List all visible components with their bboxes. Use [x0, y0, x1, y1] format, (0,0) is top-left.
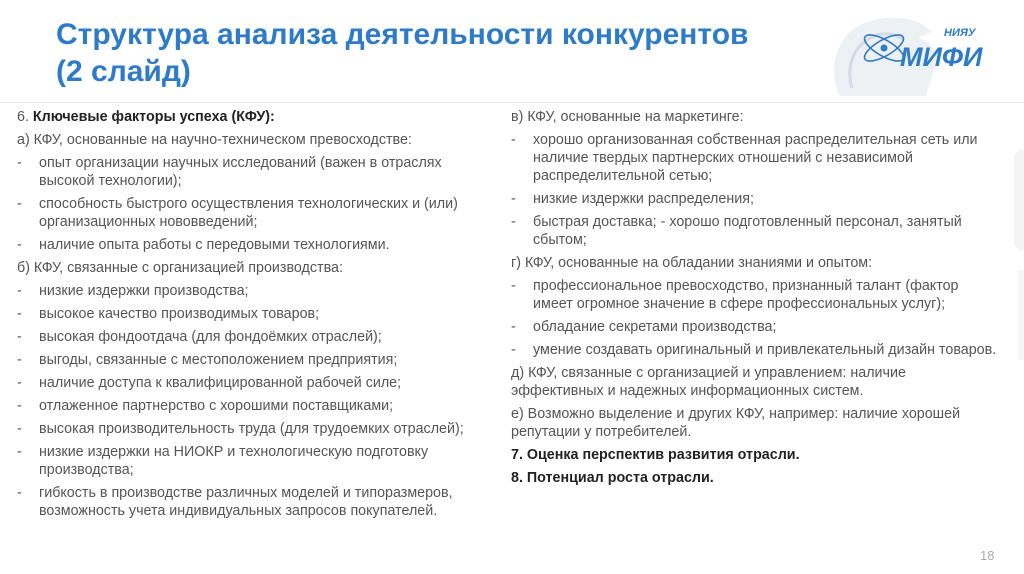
list-item: - высокая производительность труда (для трудоемких отраслей);	[17, 421, 464, 437]
list-item: - низкие издержки распределения;	[511, 191, 754, 207]
list-item: - выгоды, связанные с местоположением предприятия;	[17, 352, 398, 368]
section-e-text: е) Возможно выделение и других КФУ, например: наличие хорошей репутации у потребителей.	[511, 406, 961, 440]
list-item: - хорошо организованная собственная распределительная сеть или наличие твердых партнерских отношений с независимой распределительной сетью;	[511, 132, 978, 184]
list-item: - низкие издержки производства;	[17, 283, 249, 299]
logo-small-text: НИЯУ	[944, 27, 976, 39]
slide-title: Структура анализа деятельности конкурентов (2 слайд)	[56, 18, 749, 88]
right-column	[511, 108, 1001, 492]
section-heading-6	[17, 108, 499, 126]
list-item: - низкие издержки на НИОКР и технологическую подготовку производства;	[17, 444, 429, 478]
header-divider	[0, 102, 1024, 103]
list-item: - высокая фондоотдача (для фондоёмких отраслей);	[17, 329, 382, 345]
point-8: 8. Потенциал роста отрасли.	[511, 470, 714, 486]
list-item: - отлаженное партнерство с хорошими поставщиками;	[17, 398, 394, 414]
section-g-title: г) КФУ, основанные на обладании знаниями и опытом:	[511, 255, 873, 271]
list-item: - быстрая доставка; - хорошо подготовленный персонал, занятый сбытом;	[511, 214, 962, 248]
section-d-text: д) КФУ, связанные с организацией и управлением: наличие эффективных и надежных информационных систем.	[511, 365, 906, 399]
list-item: - способность быстрого осуществления технологических и (или) организационных нововведений;	[17, 196, 458, 230]
point-7: 7. Оценка перспектив развития отрасли.	[511, 447, 800, 463]
list-item: - гибкость в производстве различных моделей и типоразмеров, возможность учета индивидуальных запросов покупателей.	[17, 485, 453, 519]
section-b-title: б) КФУ, связанные с организацией производства:	[17, 260, 343, 276]
left-column	[17, 108, 499, 525]
page-number: 18	[980, 548, 995, 563]
list-item: - профессиональное превосходство, признанный талант (фактор имеет огромное значение в сфере профессиональных услуг);	[511, 278, 959, 312]
side-decoration	[1014, 150, 1024, 250]
heading-bold: Ключевые факторы успеха (КФУ):	[32, 109, 275, 125]
list-item: - наличие доступа к квалифицированной рабочей силе;	[17, 375, 402, 391]
heading-number: 6.	[17, 109, 33, 125]
list-item: - опыт организации научных исследований (важен в отраслях высокой технологии);	[17, 155, 442, 189]
side-decoration	[1018, 270, 1024, 360]
section-v-title: в) КФУ, основанные на маркетинге:	[511, 109, 744, 125]
list-item: - наличие опыта работы с передовыми технологиями.	[17, 237, 390, 253]
list-item: - обладание секретами производства;	[511, 319, 777, 335]
mephi-logo-icon	[822, 8, 1012, 100]
section-a-title: а) КФУ, основанные на научно-техническом превосходстве:	[17, 132, 412, 148]
slide-header	[0, 0, 1024, 103]
logo-big-text: МИФИ	[900, 42, 983, 72]
list-item: - умение создавать оригинальный и привлекательный дизайн товаров.	[511, 342, 997, 358]
list-item: - высокое качество производимых товаров;	[17, 306, 320, 322]
